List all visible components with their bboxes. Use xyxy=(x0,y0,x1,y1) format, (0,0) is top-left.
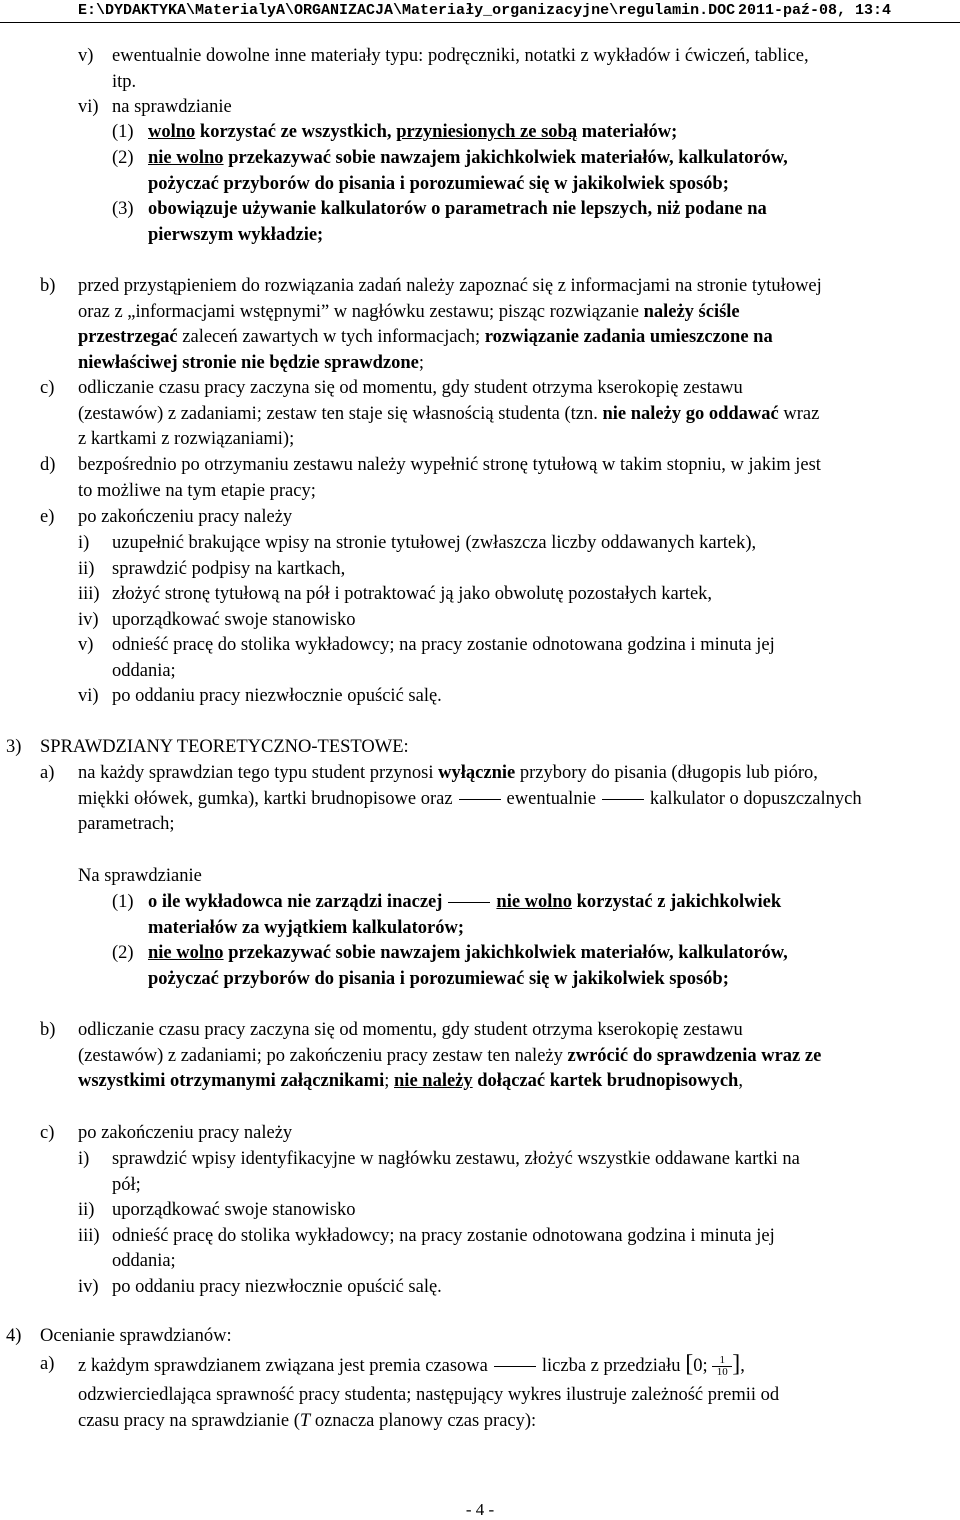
text-line: po zakończeniu pracy należy xyxy=(78,1123,293,1143)
interval-start: 0; xyxy=(693,1356,708,1376)
emphasis: wszystkimi otrzymanymi załącznikami xyxy=(78,1071,385,1091)
item-text-cont: oddania; xyxy=(112,1251,176,1271)
rule-text: o ile wykładowca nie zarządzi inaczej xyxy=(148,892,443,912)
interval-bracket: ] xyxy=(732,1351,741,1377)
item-text: ewentualnie dowolne inne materiały typu: podręczniki, notatki z wykładów i ćwiczeń, tablice, xyxy=(112,46,809,66)
list-item xyxy=(78,633,948,684)
fraction-denominator: 10 xyxy=(712,1366,732,1378)
rule-text: nie wolno xyxy=(148,148,224,168)
header-date: 2011-paź-08, 13:4 xyxy=(738,2,892,19)
item-d xyxy=(40,453,948,504)
rule-text-cont: pożyczać przyborów do pisania i porozumiewać się w jakikolwiek sposób; xyxy=(148,173,729,194)
item-text: odnieść pracę do stolika wykładowcy; na pracy zostanie odnotowana godzina i minuta jej xyxy=(112,635,775,655)
rule-1 xyxy=(112,120,948,146)
item-text: sprawdzić wpisy identyfikacyjne w nagłówku zestawu, złożyć wszystkie oddawane kartki na xyxy=(112,1149,800,1169)
emphasis: rozwiązanie zadania umieszczone na xyxy=(484,327,773,347)
list-item xyxy=(78,1198,948,1224)
rule-label: (1) xyxy=(112,122,134,142)
text-line: kalkulator o dopuszczalnych xyxy=(649,788,862,809)
item-e xyxy=(40,505,948,531)
fraction-numerator: 1 xyxy=(719,1354,725,1366)
rule-2 xyxy=(112,146,948,197)
item-label: iii) xyxy=(78,584,100,604)
item-c xyxy=(40,376,948,453)
rule-text: materiałów; xyxy=(577,122,678,142)
text-line: odzwierciedlająca sprawność pracy studenta; następujący wykres ilustruje zależność premii od xyxy=(78,1385,780,1405)
em-dash xyxy=(494,1366,536,1367)
s3-item-c xyxy=(40,1121,948,1147)
rule-label: (3) xyxy=(112,199,134,219)
item-text: po oddaniu pracy niezwłocznie opuścić salę. xyxy=(112,686,442,706)
item-text: na sprawdzianie xyxy=(112,97,232,117)
item-label: i) xyxy=(78,1149,90,1169)
s3-item-b xyxy=(40,1018,948,1095)
text-line: (zestawów) z zadaniami; po zakończeniu pracy zestaw ten należy xyxy=(78,1045,568,1066)
rule-label: (1) xyxy=(112,892,134,912)
item-label: iv) xyxy=(78,609,99,630)
item-label: a) xyxy=(40,763,55,783)
em-dash xyxy=(459,799,501,800)
emphasis: nie należy xyxy=(394,1071,473,1091)
rule-text-cont: materiałów za wyjątkiem kalkulatorów; xyxy=(148,917,464,938)
emphasis: dołączać kartek brudnopisowych xyxy=(472,1071,739,1091)
text-line: wraz xyxy=(778,403,820,424)
section-3-heading xyxy=(6,735,948,761)
emphasis: zwrócić do sprawdzenia wraz ze xyxy=(567,1045,822,1066)
s3-item-a xyxy=(40,761,948,838)
list-item xyxy=(78,1275,948,1301)
text-line: bezpośrednio po otrzymaniu zestawu należy wypełnić stronę tytułową w takim stopniu, w jakim jest xyxy=(78,455,821,475)
text-line: parametrach; xyxy=(78,814,175,834)
em-dash xyxy=(448,902,490,903)
item-label: b) xyxy=(40,1020,56,1040)
item-text: złożyć stronę tytułową na pół i potraktować ją jako obwolutę pozostałych kartek, xyxy=(112,584,713,604)
text-line: przed przystąpieniem do rozwiązania zadań należy zapoznać się z informacjami na stronie tytułowej xyxy=(78,276,822,296)
emphasis: wyłącznie xyxy=(438,763,516,783)
file-path: E:\DYDAKTYKA\MaterialyA\ORGANIZACJA\Materiały_organizacyjne\regulamin.DOC xyxy=(78,2,736,19)
text-line: odliczanie czasu pracy zaczyna się od momentu, gdy student otrzyma kserokopię zestawu xyxy=(78,1020,743,1040)
rule-3 xyxy=(112,197,948,248)
text-line: na każdy sprawdzian tego typu student przynosi xyxy=(78,763,439,783)
section-number: 3) xyxy=(6,737,22,757)
punct: ; xyxy=(418,352,424,373)
text-line: ; xyxy=(384,1071,395,1091)
item-text-cont: itp. xyxy=(112,71,137,92)
rule-text: przekazywać sobie nawzajem jakichkolwiek materiałów, kalkulatorów, xyxy=(223,943,788,963)
rule-text: korzystać z jakichkolwiek xyxy=(571,892,782,912)
e-subitems xyxy=(78,531,948,710)
text-line: (zestawów) z zadaniami; zestaw ten staje się własnością studenta (tzn. xyxy=(78,403,603,424)
rule-text: nie wolno xyxy=(496,892,572,912)
list-item xyxy=(78,1224,948,1275)
item-text-cont: pół; xyxy=(112,1174,141,1195)
item-label: b) xyxy=(40,276,56,296)
variable: T xyxy=(299,1410,311,1431)
list-item-v xyxy=(78,44,948,95)
text-line: to możliwe na tym etapie pracy; xyxy=(78,480,316,501)
item-text: sprawdzić podpisy na kartkach, xyxy=(112,558,346,579)
item-text: uzupełnić brakujące wpisy na stronie tytułowej (zwłaszcza liczby oddawanych kartek), xyxy=(112,533,757,553)
s4-item-a xyxy=(40,1352,948,1434)
page-number: - 4 - xyxy=(465,1500,495,1519)
item-label: i) xyxy=(78,533,90,553)
rule-text-cont: pożyczać przyborów do pisania i porozumiewać się w jakikolwiek sposób; xyxy=(148,968,729,989)
section-4-heading xyxy=(6,1324,948,1350)
s3-c-subitems xyxy=(78,1147,948,1300)
text-line: odliczanie czasu pracy zaczyna się od momentu, gdy student otrzyma kserokopię zestawu xyxy=(78,378,743,398)
text-line: przybory do pisania (długopis lub pióro, xyxy=(515,763,818,783)
item-label: ii) xyxy=(78,558,95,579)
rule-text: korzystać ze wszystkich, xyxy=(195,122,397,142)
emphasis: niewłaściwej stronie nie będzie sprawdzone xyxy=(78,352,419,373)
item-label: v) xyxy=(78,635,94,655)
item-label: a) xyxy=(40,1354,55,1374)
text-line: miękki ołówek, gumka), kartki brudnopisowe oraz xyxy=(78,788,453,809)
rule-label: (2) xyxy=(112,943,134,963)
s3-rule-1 xyxy=(112,890,948,941)
rule-text: przyniesionych ze sobą xyxy=(396,122,578,142)
na-sprawdzianie: Na sprawdzianie xyxy=(78,866,202,886)
item-label: vi) xyxy=(78,686,99,706)
item-label: ii) xyxy=(78,1200,95,1220)
em-dash xyxy=(602,799,644,800)
item-b xyxy=(40,274,948,376)
item-text: odnieść pracę do stolika wykładowcy; na pracy zostanie odnotowana godzina i minuta jej xyxy=(112,1225,775,1246)
item-label: iii) xyxy=(78,1225,100,1246)
rule-text: nie wolno xyxy=(148,943,224,963)
text-line: oznacza planowy czas pracy): xyxy=(310,1410,537,1431)
item-text: uporządkować swoje stanowisko xyxy=(112,1200,356,1220)
rule-text: wolno xyxy=(148,122,196,142)
punct: , xyxy=(738,1071,743,1091)
list-item xyxy=(78,557,948,583)
item-label: iv) xyxy=(78,1276,99,1297)
list-item xyxy=(78,582,948,608)
text-line: zaleceń zawartych w tych informacjach; xyxy=(177,327,485,347)
text-line: liczba z przedziału xyxy=(541,1356,681,1376)
emphasis: nie należy go oddawać xyxy=(602,403,779,424)
list-item-vi xyxy=(78,95,948,121)
list-item xyxy=(78,684,948,710)
rule-label: (2) xyxy=(112,148,134,168)
punct: , xyxy=(740,1356,745,1376)
rule-text: obowiązuje używanie kalkulatorów o parametrach nie lepszych, niż podane na xyxy=(148,199,767,219)
item-text: uporządkować swoje stanowisko xyxy=(112,609,356,630)
s3-rule-2 xyxy=(112,941,948,992)
document-header xyxy=(0,0,960,23)
list-item xyxy=(78,1147,948,1198)
rule-text: przekazywać sobie nawzajem jakichkolwiek materiałów, kalkulatorów, xyxy=(223,148,788,168)
list-item xyxy=(78,531,948,557)
item-label: d) xyxy=(40,455,56,475)
section-title: SPRAWDZIANY TEORETYCZNO-TESTOWE: xyxy=(40,737,409,757)
rule-text-cont: pierwszym wykładzie; xyxy=(148,224,324,245)
emphasis: należy ściśle xyxy=(643,301,740,322)
text-line: po zakończeniu pracy należy xyxy=(78,507,293,527)
item-label: c) xyxy=(40,1123,55,1143)
interval-bracket: [ xyxy=(685,1351,694,1377)
fraction xyxy=(712,1355,732,1377)
list-item xyxy=(78,608,948,634)
item-text: po oddaniu pracy niezwłocznie opuścić salę. xyxy=(112,1276,442,1297)
item-label: e) xyxy=(40,507,55,527)
item-text-cont: oddania; xyxy=(112,660,176,681)
emphasis: przestrzegać xyxy=(78,327,178,347)
text-line: ewentualnie xyxy=(506,788,596,809)
section-number: 4) xyxy=(6,1326,22,1346)
text-line: z każdym sprawdzianem związana jest premia czasowa xyxy=(78,1356,488,1376)
text-line: czasu pracy na sprawdzianie ( xyxy=(78,1410,300,1431)
item-label: v) xyxy=(78,46,94,66)
item-label: c) xyxy=(40,378,55,398)
text-line: z kartkami z rozwiązaniami); xyxy=(78,429,295,449)
item-label: vi) xyxy=(78,97,99,117)
section-title: Ocenianie sprawdzianów: xyxy=(40,1326,232,1346)
text-line: oraz z „informacjami wstępnymi” w nagłówku zestawu; pisząc rozwiązanie xyxy=(78,301,639,322)
